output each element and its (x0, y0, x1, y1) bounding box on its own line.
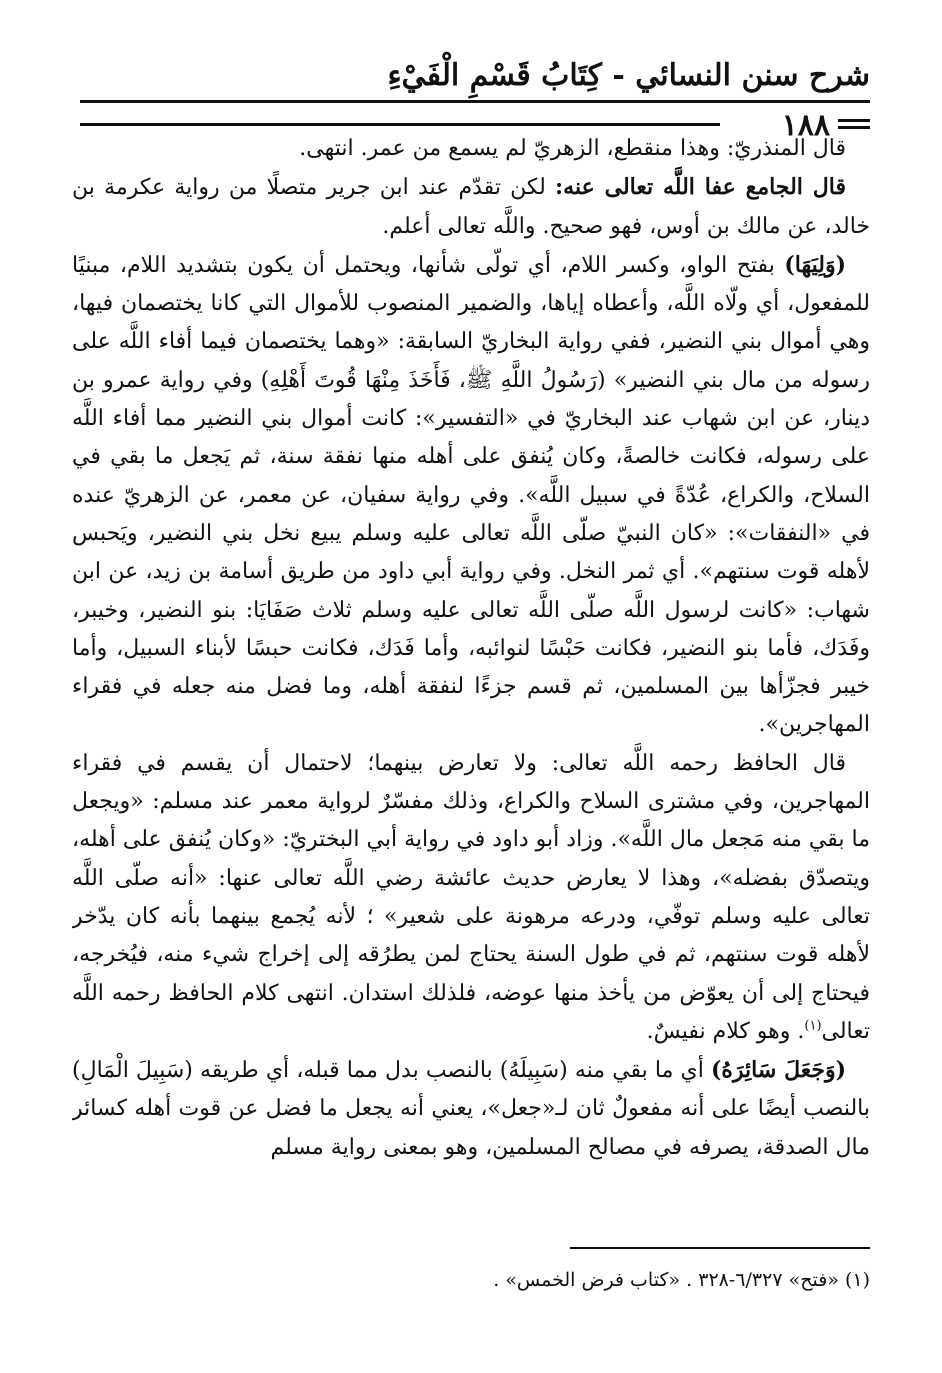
paragraph-tail: . وهو كلام نفيسٌ. (646, 1018, 805, 1044)
paragraph-3 (72, 246, 870, 745)
page-number: ١٨٨ (781, 108, 830, 143)
header-rule-long (80, 123, 720, 126)
running-title: شرح سنن النسائي - كِتَابُ قَسْمِ الْفَيْءِ (387, 58, 870, 93)
footnote: (١) «فتح» ٦/٣٢٧-٣٢٨ . «كتاب فرض الخمس» . (493, 1269, 870, 1291)
paragraph-2 (72, 168, 870, 246)
paragraph-text: قال المنذريّ: وهذا منقطع، الزهريّ لم يسمع من عمر. انتهى. (299, 136, 846, 161)
paragraph-lead: (وَلِيَهَا) (784, 251, 846, 278)
paragraph-5 (72, 1051, 870, 1167)
paragraph-text: قال الحافظ رحمه اللَّه تعالى: ولا تعارض بينهما؛ لاحتمال أن يقسم في فقراء المهاجرين، وفي مشترى السلاح والكراع، وذلك مفسّرٌ لرواية معمر عند مسلم: «ويجعل ما بقي منه مَجعل مال اللَّه». وزاد أبو داود في رواية أبي البختريّ: «وكان يُنفق على أهله، ويتصدّق بفضله»، وهذا لا يعارض حديث عائشة رضي اللَّه تعالى عنها: «أنه صلّى اللَّه تعالى عليه وسلم توفّي، ودرعه مرهونة على شعير» ؛ لأنه يُجمع بينهما بأنه كان يدّخر لأهله قوت سنتهم، ثم في طول السنة يحتاج لمن يطرُقه إلى إخراج شيء منه، فيُخرجه، فيحتاج إلى أن يعوّض من يأخذ منها عوضه، فلذلك استدان. انتهى كلام الحافظ رحمه اللَّه تعالى (72, 750, 870, 1044)
paragraph-text: لكن تقدّم عند ابن جرير متصلًا من رواية عكرمة بن خالد، عن مالك بن أوس، فهو صحيح. واللَّه تعالى أعلم. (72, 175, 870, 239)
paragraph-4 (72, 745, 870, 1051)
paragraph-lead: (وَجَعَلَ سَائِرَهُ) (710, 1057, 846, 1084)
paragraph-text: أي ما بقي منه (سَبِيلَهُ) بالنصب بدل مما قبله، أي طريقه (سَبِيلَ الْمَالِ) بالنصب أيضًا على أنه مفعولٌ ثان لـ«جعل»، يعني أنه يجعل ما فضل عن قوت أهله كسائر مال الصدقة، يصرفه في مصالح المسلمين، وهو بمعنى رواية مسلم (72, 1058, 870, 1160)
paragraph-1 (72, 130, 870, 168)
paragraph-text: بفتح الواو، وكسر اللام، أي تولّى شأنها، ويحتمل أن يكون بتشديد اللام، مبنيًا للمفعول، أي ولّاه اللَّه، وأعطاه إياها، والضمير المنصوب للأموال التي كانا يختصمان فيها، وهي أموال بني النضير، ففي رواية البخاريّ السابقة: «وهما يختصمان فيما أفاء اللَّه على رسوله من مال بني النضير» (رَسُولُ اللَّهِ ﷺ، فَأَخَذَ مِنْهَا قُوتَ أَهْلِهِ) وفي رواية عمرو بن دينار، عن ابن شهاب عند البخاريّ في «التفسير»: كانت أموال بني النضير مما أفاء اللَّه على رسوله، فكانت خالصةً، وكان يُنفق على أهله منها نفقة سنة، ثم يَجعل ما بقي في السلاح، والكراع، عُدّةً في سبيل اللَّه». وفي رواية سفيان، عن معمر، عن الزهريّ عنده في «النفقات»: «كان النبيّ صلّى اللَّه تعالى عليه وسلم يبيع نخل بني النضير، ويَحبس لأهله قوت سنتهم». أي ثمر النخل. وفي رواية أبي داود من طريق أسامة بن زيد، عن ابن شهاب: «كانت لرسول اللَّه صلّى اللَّه تعالى عليه وسلم ثلاث صَفَايَا: بنو النضير، وخيبر، وفَدَك، فأما بنو النضير، فكانت حَبْسًا لنوائبه، وأما فَدَك، فكانت حبسًا لأبناء السبيل، وأما خيبر فجزّأها بين المسلمين، ثم قسم جزءًا لنفقة أهله، وما فضل منه جعله في فقراء المهاجرين». (72, 252, 870, 738)
page-body (72, 130, 870, 1240)
paragraph-lead: قال الجامع عفا اللَّه تعالى عنه: (555, 174, 846, 201)
footnote-reference[interactable]: (١) (804, 1018, 822, 1034)
page-header (80, 56, 870, 143)
footnote-divider (570, 1247, 870, 1249)
header-rule (80, 100, 870, 103)
header-double-rule (838, 119, 870, 122)
